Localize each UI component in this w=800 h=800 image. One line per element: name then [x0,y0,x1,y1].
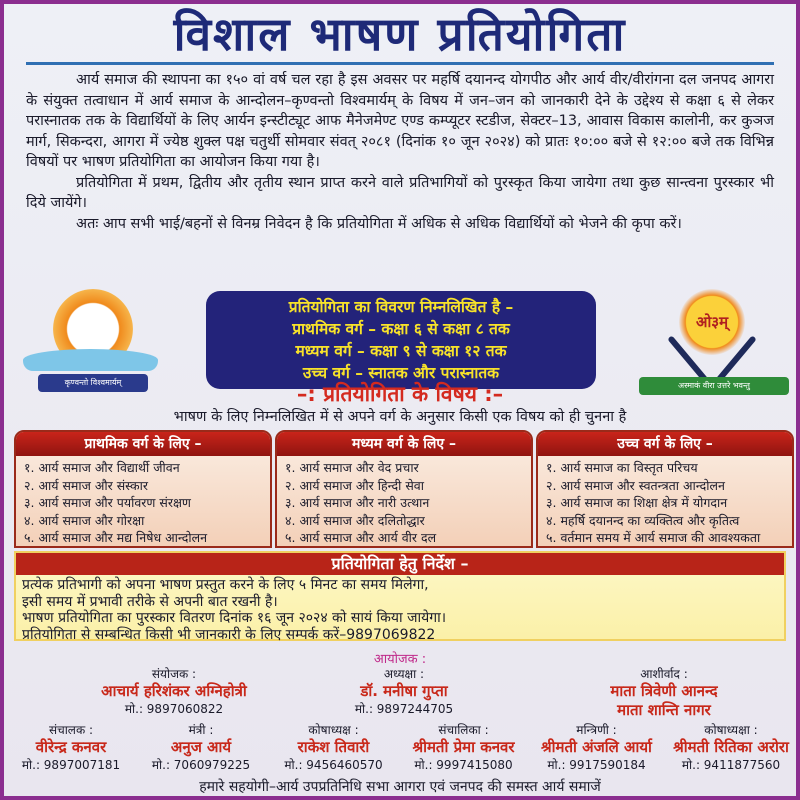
phone: मो.: 9411877560 [681,758,781,772]
title-divider [26,62,774,65]
topic-item: ५. आर्य समाज और आर्य वीर दल [285,530,437,545]
topic-item: ५. वर्तमान समय में आर्य समाज की आवश्यकता [546,530,761,545]
organizer-person [396,722,531,773]
directions-line: भाषण प्रतियोगिता का पुरस्कार वितरण दिनांक १६ जून २०२४ को सायं किया जायेगा। [22,610,447,626]
topic-item: २. आर्य समाज और स्वतन्त्रता आन्दोलन [546,477,725,493]
organizer-convener [44,666,304,717]
topic-item: ५. आर्य समाज और मद्य निषेध आन्दोलन [24,530,208,545]
organizer-person [662,722,800,773]
subjects-instruction: भाषण के लिए निम्नलिखित में से अपने वर्ग के अनुसार किसी एक विषय को ही चुनना है [173,409,627,425]
name: अनुज आर्य [170,738,232,756]
name: डॉ. मनीषा गुप्ता [360,682,448,700]
topic-item: १. आर्य समाज और विद्यार्थी जीवन [24,460,180,475]
role: संचालक : [48,723,94,737]
directions-line: इसी समय में प्रभावी तरीके से अपनी बात रखनी है। [22,593,278,610]
organizer-person [529,722,664,773]
name: श्रीमती रितिका अरोरा [673,738,789,756]
logo-right-caption: अस्माकं वीरा उत्तरे भवन्तु [639,377,789,395]
role: मन्त्रिणी : [576,723,617,737]
footer-supporters: हमारे सहयोगी–आर्य उपप्रतिनिधि सभा आगरा एवं जनपद की समस्त आर्य समाजें [199,779,601,795]
topic-item: १. आर्य समाज का विस्तृत परिचय [546,460,698,475]
phone: मो.: 9897007181 [21,758,121,772]
details-line: प्राथमिक वर्ग – कक्षा ६ से कक्षा ८ तक [292,320,510,338]
phone: मो.: 9897060822 [124,702,224,716]
details-line: मध्यम वर्ग – कक्षा ९ से कक्षा १२ तक [295,342,507,360]
role: कोषाध्यक्ष : [308,723,359,737]
organizer-president [274,666,534,717]
topic-item: २. आर्य समाज और संस्कार [24,477,148,493]
topic-item: २. आर्य समाज और हिन्दी सेवा [285,477,424,493]
topic-item: ३. आर्य समाज का शिक्षा क्षेत्र में योगदान [546,495,728,510]
name: श्रीमती प्रेमा कनवर [412,738,515,756]
phone: मो.: 9997415080 [414,758,513,772]
name: माता शान्ति नागर [617,701,711,719]
phone: मो.: 9897244705 [354,702,454,716]
role: आशीर्वाद : [640,667,688,681]
organizers-heading: आयोजक : [373,652,427,667]
directions-heading: प्रतियोगिता हेतु निर्देश – [16,553,784,575]
role: संयोजक : [151,667,197,681]
directions-line: प्रत्येक प्रतिभागी को अपना भाषण प्रस्तुत करने के लिए ५ मिनट का समय मिलेगा, [22,577,429,593]
name: आचार्य हरिशंकर अग्निहोत्री [101,682,247,700]
organizer-person [6,722,136,773]
details-line: उच्च वर्ग – स्नातक और परास्नातक [302,364,500,382]
topic-item: १. आर्य समाज और वेद प्रचार [285,460,419,475]
group-heading: प्राथमिक वर्ग के लिए – [16,432,270,456]
phone: मो.: 9456460570 [284,758,383,772]
group-middle [275,430,533,548]
topic-item: ३. आर्य समाज और नारी उत्थान [285,495,430,510]
name: राकेश तिवारी [297,738,370,756]
topic-item: ४. महर्षि दयानन्द का व्यक्तित्व और कृतित्व [546,512,740,528]
role: संचालिका : [438,723,489,737]
group-higher [536,430,794,548]
name: श्रीमती अंजलि आर्या [541,738,652,756]
organizer-blessings [534,666,794,720]
om-sun-icon: ओ३म् [679,289,745,355]
wings-icon [23,349,158,371]
subjects-title: –: प्रतियोगिता के विषय :– [296,382,504,406]
topic-item: ४. आर्य समाज और दलितोद्धार [285,512,425,528]
role: अध्यक्षा : [383,667,425,681]
group-heading: उच्च वर्ग के लिए – [538,432,792,456]
organizer-person [136,722,266,773]
group-heading: मध्यम वर्ग के लिए – [277,432,531,456]
phone: मो.: 7060979225 [151,758,251,772]
role: मंत्री : [188,723,214,737]
phone: मो.: 9917590184 [547,758,646,772]
details-heading: प्रतियोगिता का विवरण निम्नलिखित है – [288,298,514,316]
logo-left-caption: कृण्वन्तो विश्वमार्यम् [38,374,148,392]
intro-paragraph: प्रतियोगिता में प्रथम, द्वितीय और तृतीय स्थान प्राप्त करने वाले प्रतिभागियों को पुरस्कृत किया जायेगा तथा कुछ सान्त्वना पुरस्कार भी दिये जायेंगे। [26,174,774,211]
intro-text [26,70,774,234]
directions-line: प्रतियोगिता से सम्बन्धित किसी भी जानकारी के लिए सम्पर्क करें–9897069822 [22,626,436,643]
role: कोषाध्यक्षा : [704,723,758,737]
intro-paragraph: अतः आप सभी भाई/बहनों से विनम्र निवेदन है कि प्रतियोगिता में अधिक से अधिक विद्यार्थियों को भेजने की कृपा करें। [76,215,682,232]
name: वीरेन्द्र कनवर [35,738,107,756]
competition-details-box [206,291,596,389]
poster-title: विशाल भाषण प्रतियोगिता [173,7,627,61]
directions-box [14,551,786,641]
topic-item: ३. आर्य समाज और पर्यावरण संरक्षण [24,495,191,510]
intro-paragraph: आर्य समाज की स्थापना का १५० वां वर्ष चल रहा है इस अवसर पर महर्षि दयानन्द योगपीठ और आर्य वीर/वीरांगना दल जनपद आगरा के संयुक्त तत्वाधान में आर्य समाज के आन्दोलन–कृण्वन्तो विश्वमार्यम् के विषय में जन–जन को जानकारी देने के उद्देश्य से कक्षा ६ से लेकर परास्नातक तक के विद्यार्थियों के लिए आर्यन इन्स्टीट्यूट आफ मैनेजमेण्ट एण्ड कम्प्यूटर स्टडीज, सेक्टर–13, आवास विकास कालोनी, कर कुञज मार्ग, सिकन्दरा, आगरा में ज्येष्ठ शुक्ल पक्ष चतुर्थी सोमवार संवत् २०८१ (दिनांक १० जून २०२४) को प्रातः १०:०० बजे से १२:०० बजे तक विभिन्न विषयों पर भाषण प्रतियोगिता का आयोजन किया गया है। [26,72,774,170]
group-primary [14,430,272,548]
organizer-person [266,722,401,773]
topic-item: ४. आर्य समाज और गोरक्षा [24,512,145,528]
name: माता त्रिवेणी आनन्द [610,682,718,700]
